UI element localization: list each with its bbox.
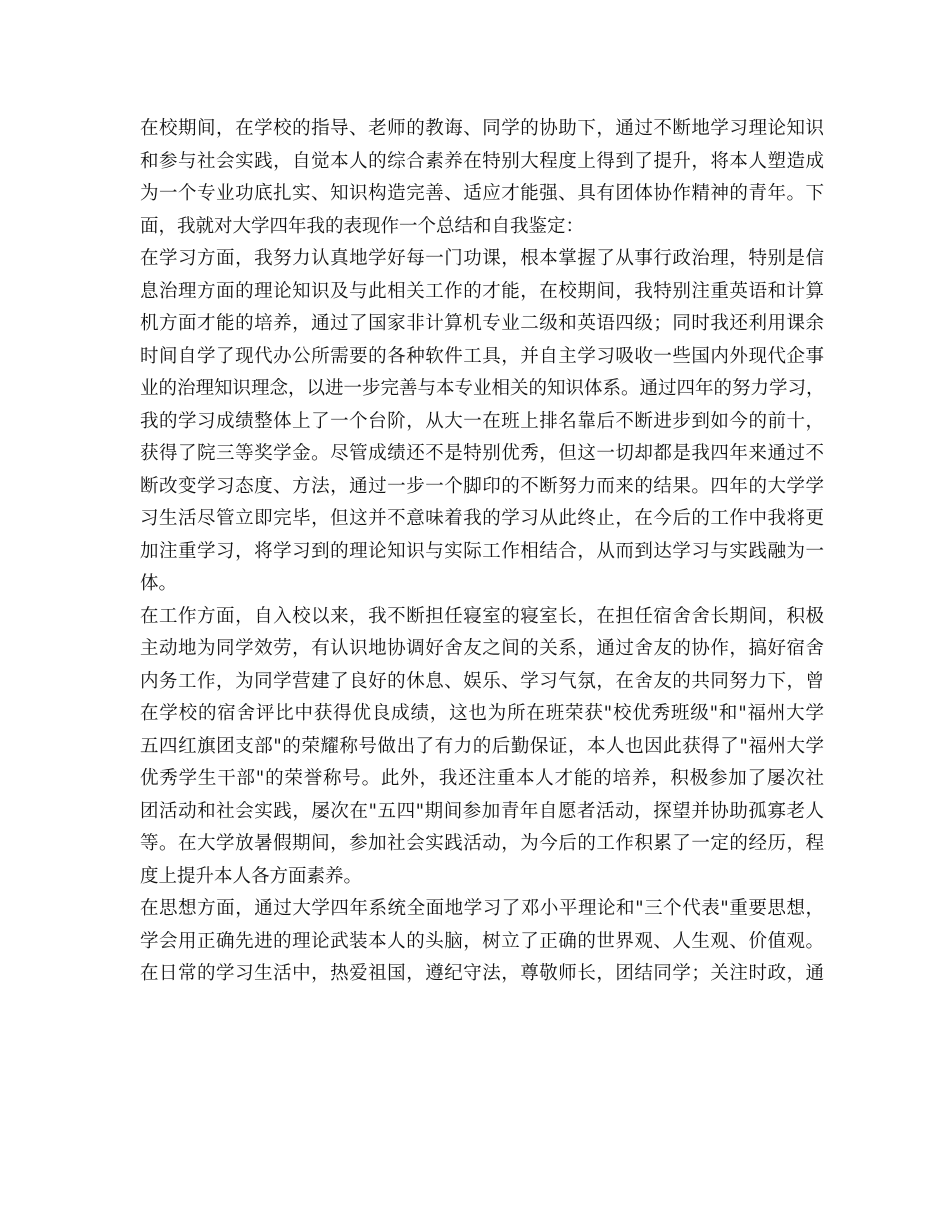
document-body	[140, 113, 824, 991]
text-line: 在工作方面，自入校以来，我不断担任寝室的寝室长，在担任宿舍舍长期间，积极	[140, 605, 824, 627]
text-line: 五四红旗团支部"的荣耀称号做出了有力的后勤保证，本人也因此获得了"福州大学	[140, 735, 824, 757]
text-line: 为一个专业功底扎实、知识构造完善、适应才能强、具有团体协作精神的青年。下	[140, 183, 824, 204]
text-line: 加注重学习，将学习到的理论知识与实际工作相结合，从而到达学习与实践融为一	[140, 540, 824, 562]
text-line: 内务工作，为同学营建了良好的休息、娱乐、学习气氛，在舍友的共同努力下，曾	[140, 670, 824, 692]
text-line: 和参与社会实践，自觉本人的综合素养在特别大程度上得到了提升，将本人塑造成	[140, 150, 824, 172]
text-line: 在日常的学习生活中，热爱祖国，遵纪守法，尊敬师长，团结同学；关注时政，通	[140, 963, 824, 984]
text-line: 息治理方面的理论知识及与此相关工作的才能，在校期间，我特别注重英语和计算	[140, 280, 824, 302]
text-line: 在思想方面，通过大学四年系统全面地学习了邓小平理论和"三个代表"重要思想，	[140, 898, 824, 919]
text-line: 在校期间，在学校的指导、老师的教诲、同学的协助下，通过不断地学习理论知识	[140, 118, 824, 139]
text-line: 等。在大学放暑假期间，参加社会实践活动，为今后的工作积累了一定的经历，程	[140, 833, 824, 854]
text-line: 学会用正确先进的理论武装本人的头脑，树立了正确的世界观、人生观、价值观。	[140, 930, 824, 952]
text-line: 习生活尽管立即完毕，但这并不意味着我的学习从此终止，在今后的工作中我将更	[140, 508, 824, 529]
text-line: 度上提升本人各方面素养。	[140, 865, 363, 887]
text-line: 在学习方面，我努力认真地学好每一门功课，根本掌握了从事行政治理，特别是信	[140, 248, 824, 269]
text-line: 团活动和社会实践，屡次在"五四"期间参加青年自愿者活动，探望并协助孤寡老人	[140, 800, 824, 822]
text-line: 体。	[140, 573, 178, 594]
text-line: 断改变学习态度、方法，通过一步一个脚印的不断努力而来的结果。四年的大学学	[140, 475, 824, 497]
text-line: 我的学习成绩整体上了一个台阶，从大一在班上排名靠后不断进步到如今的前十，	[140, 410, 824, 432]
text-line: 主动地为同学效劳，有认识地协调好舍友之间的关系，通过舍友的协作，搞好宿舍	[140, 638, 824, 659]
text-line: 业的治理知识理念，以进一步完善与本专业相关的知识体系。通过四年的努力学习，	[140, 378, 825, 399]
text-line: 面，我就对大学四年我的表现作一个总结和自我鉴定：	[140, 215, 585, 237]
text-line: 优秀学生干部"的荣誉称号。此外，我还注重本人才能的培养，积极参加了屡次社	[140, 768, 824, 789]
text-line: 在学校的宿舍评比中获得优良成绩，这也为所在班荣获"校优秀班级"和"福州大学	[140, 703, 824, 724]
text-line: 机方面才能的培养，通过了国家非计算机专业二级和英语四级；同时我还利用课余	[140, 313, 824, 334]
text-line: 时间自学了现代办公所需要的各种软件工具，并自主学习吸收一些国内外现代企事	[140, 345, 824, 367]
text-line: 获得了院三等奖学金。尽管成绩还不是特别优秀，但这一切却都是我四年来通过不	[140, 443, 824, 464]
